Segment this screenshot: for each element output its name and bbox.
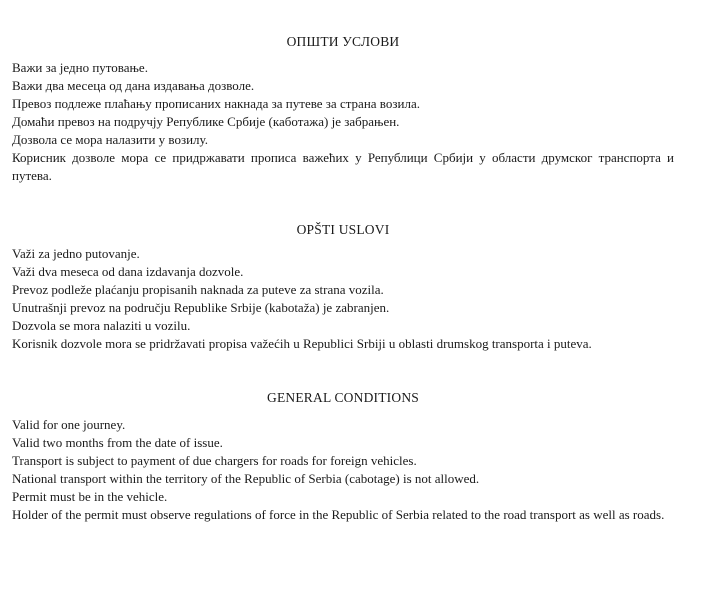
condition-line: Важи за једно путовање. [12,60,148,75]
condition-line: Корисник дозволе мора се придржавати прописа важећих у Републици Србији у области друмског транспорта и путева. [12,150,674,183]
condition-line: Unutrašnji prevoz na području Republike Srbije (kabotaža) je zabranjen. [12,300,390,315]
condition-line: Dozvola se mora nalaziti u vozilu. [12,318,191,333]
section-title: ОПШТИ УСЛОВИ [286,34,400,49]
condition-line: Važi dva meseca od dana izdavanja dozvole. [12,264,244,279]
condition-line: Prevoz podleže plaćanju propisanih naknada za puteve za strana vozila. [12,282,384,297]
section-title: OPŠTI USLOVI [296,222,390,237]
condition-line: Домаћи превоз на подручју Републике Србије (каботажа) је забрањен. [12,114,400,129]
condition-line: National transport within the territory of the Republic of Serbia (cabotage) is not allowed. [12,471,480,486]
condition-line: Holder of the permit must observe regulations of force in the Republic of Serbia related to the road transport as well as roads. [12,507,665,522]
condition-line: Valid two months from the date of issue. [12,435,223,450]
condition-line: Permit must be in the vehicle. [12,489,168,504]
condition-line: Transport is subject to payment of due chargers for roads for foreign vehicles. [12,453,417,468]
condition-line: Važi za jedno putovanje. [12,246,140,261]
section-general-conditions-serbian-latin [12,221,674,353]
section-general-conditions-serbian-cyrillic [12,33,674,185]
condition-line: Важи два месеца од дана издавања дозволе. [12,78,255,93]
condition-line: Valid for one journey. [12,417,126,432]
condition-line: Korisnik dozvole mora se pridržavati propisa važećih u Republici Srbiji u oblasti drumskog transporta i puteva. [12,336,592,351]
condition-line: Дозвола се мора налазити у возилу. [12,132,208,147]
section-title: GENERAL CONDITIONS [267,390,419,405]
condition-line: Превоз подлеже плаћању прописаних накнада за путеве за страна возила. [12,96,420,111]
section-general-conditions-english [12,389,674,524]
